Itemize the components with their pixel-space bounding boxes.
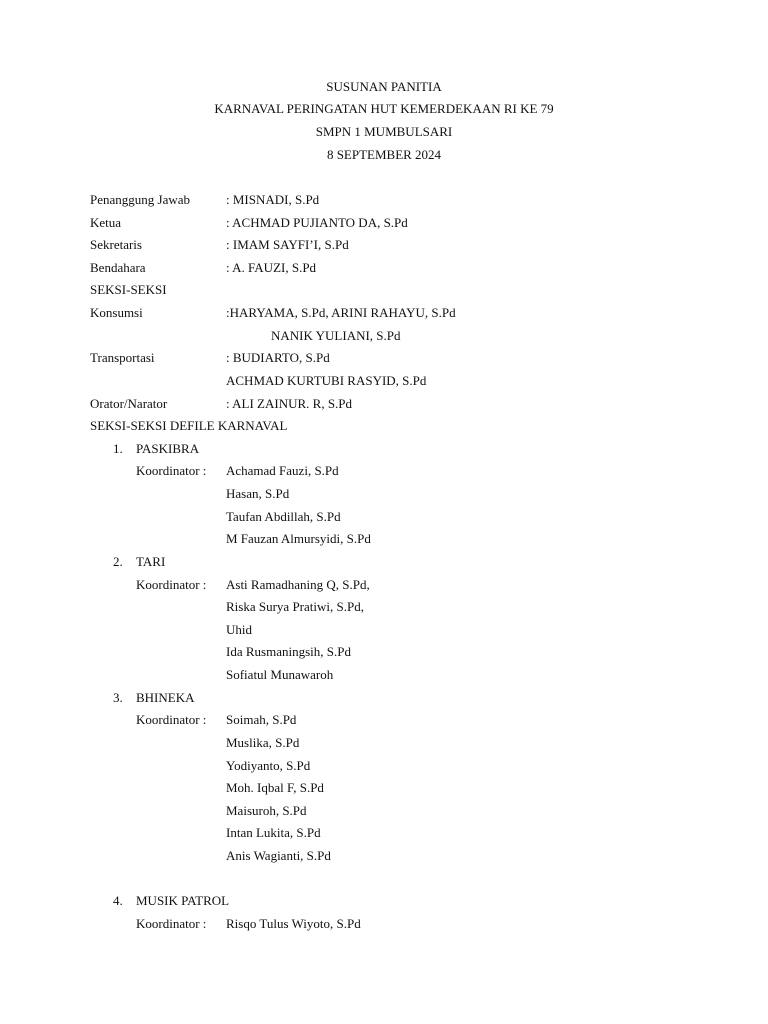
role-label: Bendahara xyxy=(90,260,146,275)
member-name: Risqo Tulus Wiyoto, S.Pd xyxy=(226,916,361,931)
member-name: Asti Ramadhaning Q, S.Pd, xyxy=(226,577,370,592)
section-heading: SEKSI-SEKSI xyxy=(90,282,167,297)
transportasi-value-cont: ACHMAD KURTUBI RASYID, S.Pd xyxy=(226,373,427,388)
orator-label: Orator/Narator xyxy=(90,396,168,411)
member-name: M Fauzan Almursyidi, S.Pd xyxy=(226,531,371,546)
group-name: BHINEKA xyxy=(136,690,195,705)
role-value: : A. FAUZI, S.Pd xyxy=(226,260,317,275)
member-name: Yodiyanto, S.Pd xyxy=(226,758,311,773)
member-name: Soimah, S.Pd xyxy=(226,712,297,727)
koordinator-label: Koordinator : xyxy=(136,577,207,592)
list-number: 2. xyxy=(113,554,123,569)
member-name: Sofiatul Munawaroh xyxy=(226,667,334,682)
group-name: MUSIK PATROL xyxy=(136,893,230,908)
role-value: : MISNADI, S.Pd xyxy=(226,192,320,207)
member-name: Muslika, S.Pd xyxy=(226,735,300,750)
role-value: : IMAM SAYFI’I, S.Pd xyxy=(226,237,349,252)
member-name: Ida Rusmaningsih, S.Pd xyxy=(226,644,351,659)
role-label: Sekretaris xyxy=(90,237,142,252)
member-name: Achamad Fauzi, S.Pd xyxy=(226,463,339,478)
konsumsi-value-cont: NANIK YULIANI, S.Pd xyxy=(271,328,401,343)
member-name: Hasan, S.Pd xyxy=(226,486,290,501)
member-name: Taufan Abdillah, S.Pd xyxy=(226,509,341,524)
list-number: 4. xyxy=(113,893,123,908)
konsumsi-value: :HARYAMA, S.Pd, ARINI RAHAYU, S.Pd xyxy=(226,305,456,320)
event-date: 8 SEPTEMBER 2024 xyxy=(326,147,442,162)
role-label: Ketua xyxy=(90,215,122,230)
member-name: Intan Lukita, S.Pd xyxy=(226,825,321,840)
list-number: 1. xyxy=(113,441,123,456)
member-name: Riska Surya Pratiwi, S.Pd, xyxy=(226,599,364,614)
member-name: Maisuroh, S.Pd xyxy=(226,803,307,818)
member-name: Anis Wagianti, S.Pd xyxy=(226,848,331,863)
member-name: Moh. Iqbal F, S.Pd xyxy=(226,780,324,795)
transportasi-label: Transportasi xyxy=(90,350,155,365)
koordinator-label: Koordinator : xyxy=(136,463,207,478)
konsumsi-label: Konsumsi xyxy=(90,305,143,320)
koordinator-label: Koordinator : xyxy=(136,916,207,931)
doc-title: SUSUNAN PANITIA xyxy=(326,79,442,94)
member-name: Uhid xyxy=(226,622,252,637)
school-name: SMPN 1 MUMBULSARI xyxy=(315,124,453,139)
transportasi-value: : BUDIARTO, S.Pd xyxy=(226,350,330,365)
doc-subtitle: KARNAVAL PERINGATAN HUT KEMERDEKAAN RI KE 79 xyxy=(214,101,554,116)
role-label: Penanggung Jawab xyxy=(90,192,191,207)
role-value: : ACHMAD PUJIANTO DA, S.Pd xyxy=(226,215,408,230)
list-number: 3. xyxy=(113,690,123,705)
orator-value: : ALI ZAINUR. R, S.Pd xyxy=(226,396,353,411)
group-name: PASKIBRA xyxy=(136,441,200,456)
defile-heading: SEKSI-SEKSI DEFILE KARNAVAL xyxy=(90,418,288,433)
group-name: TARI xyxy=(136,554,166,569)
koordinator-label: Koordinator : xyxy=(136,712,207,727)
